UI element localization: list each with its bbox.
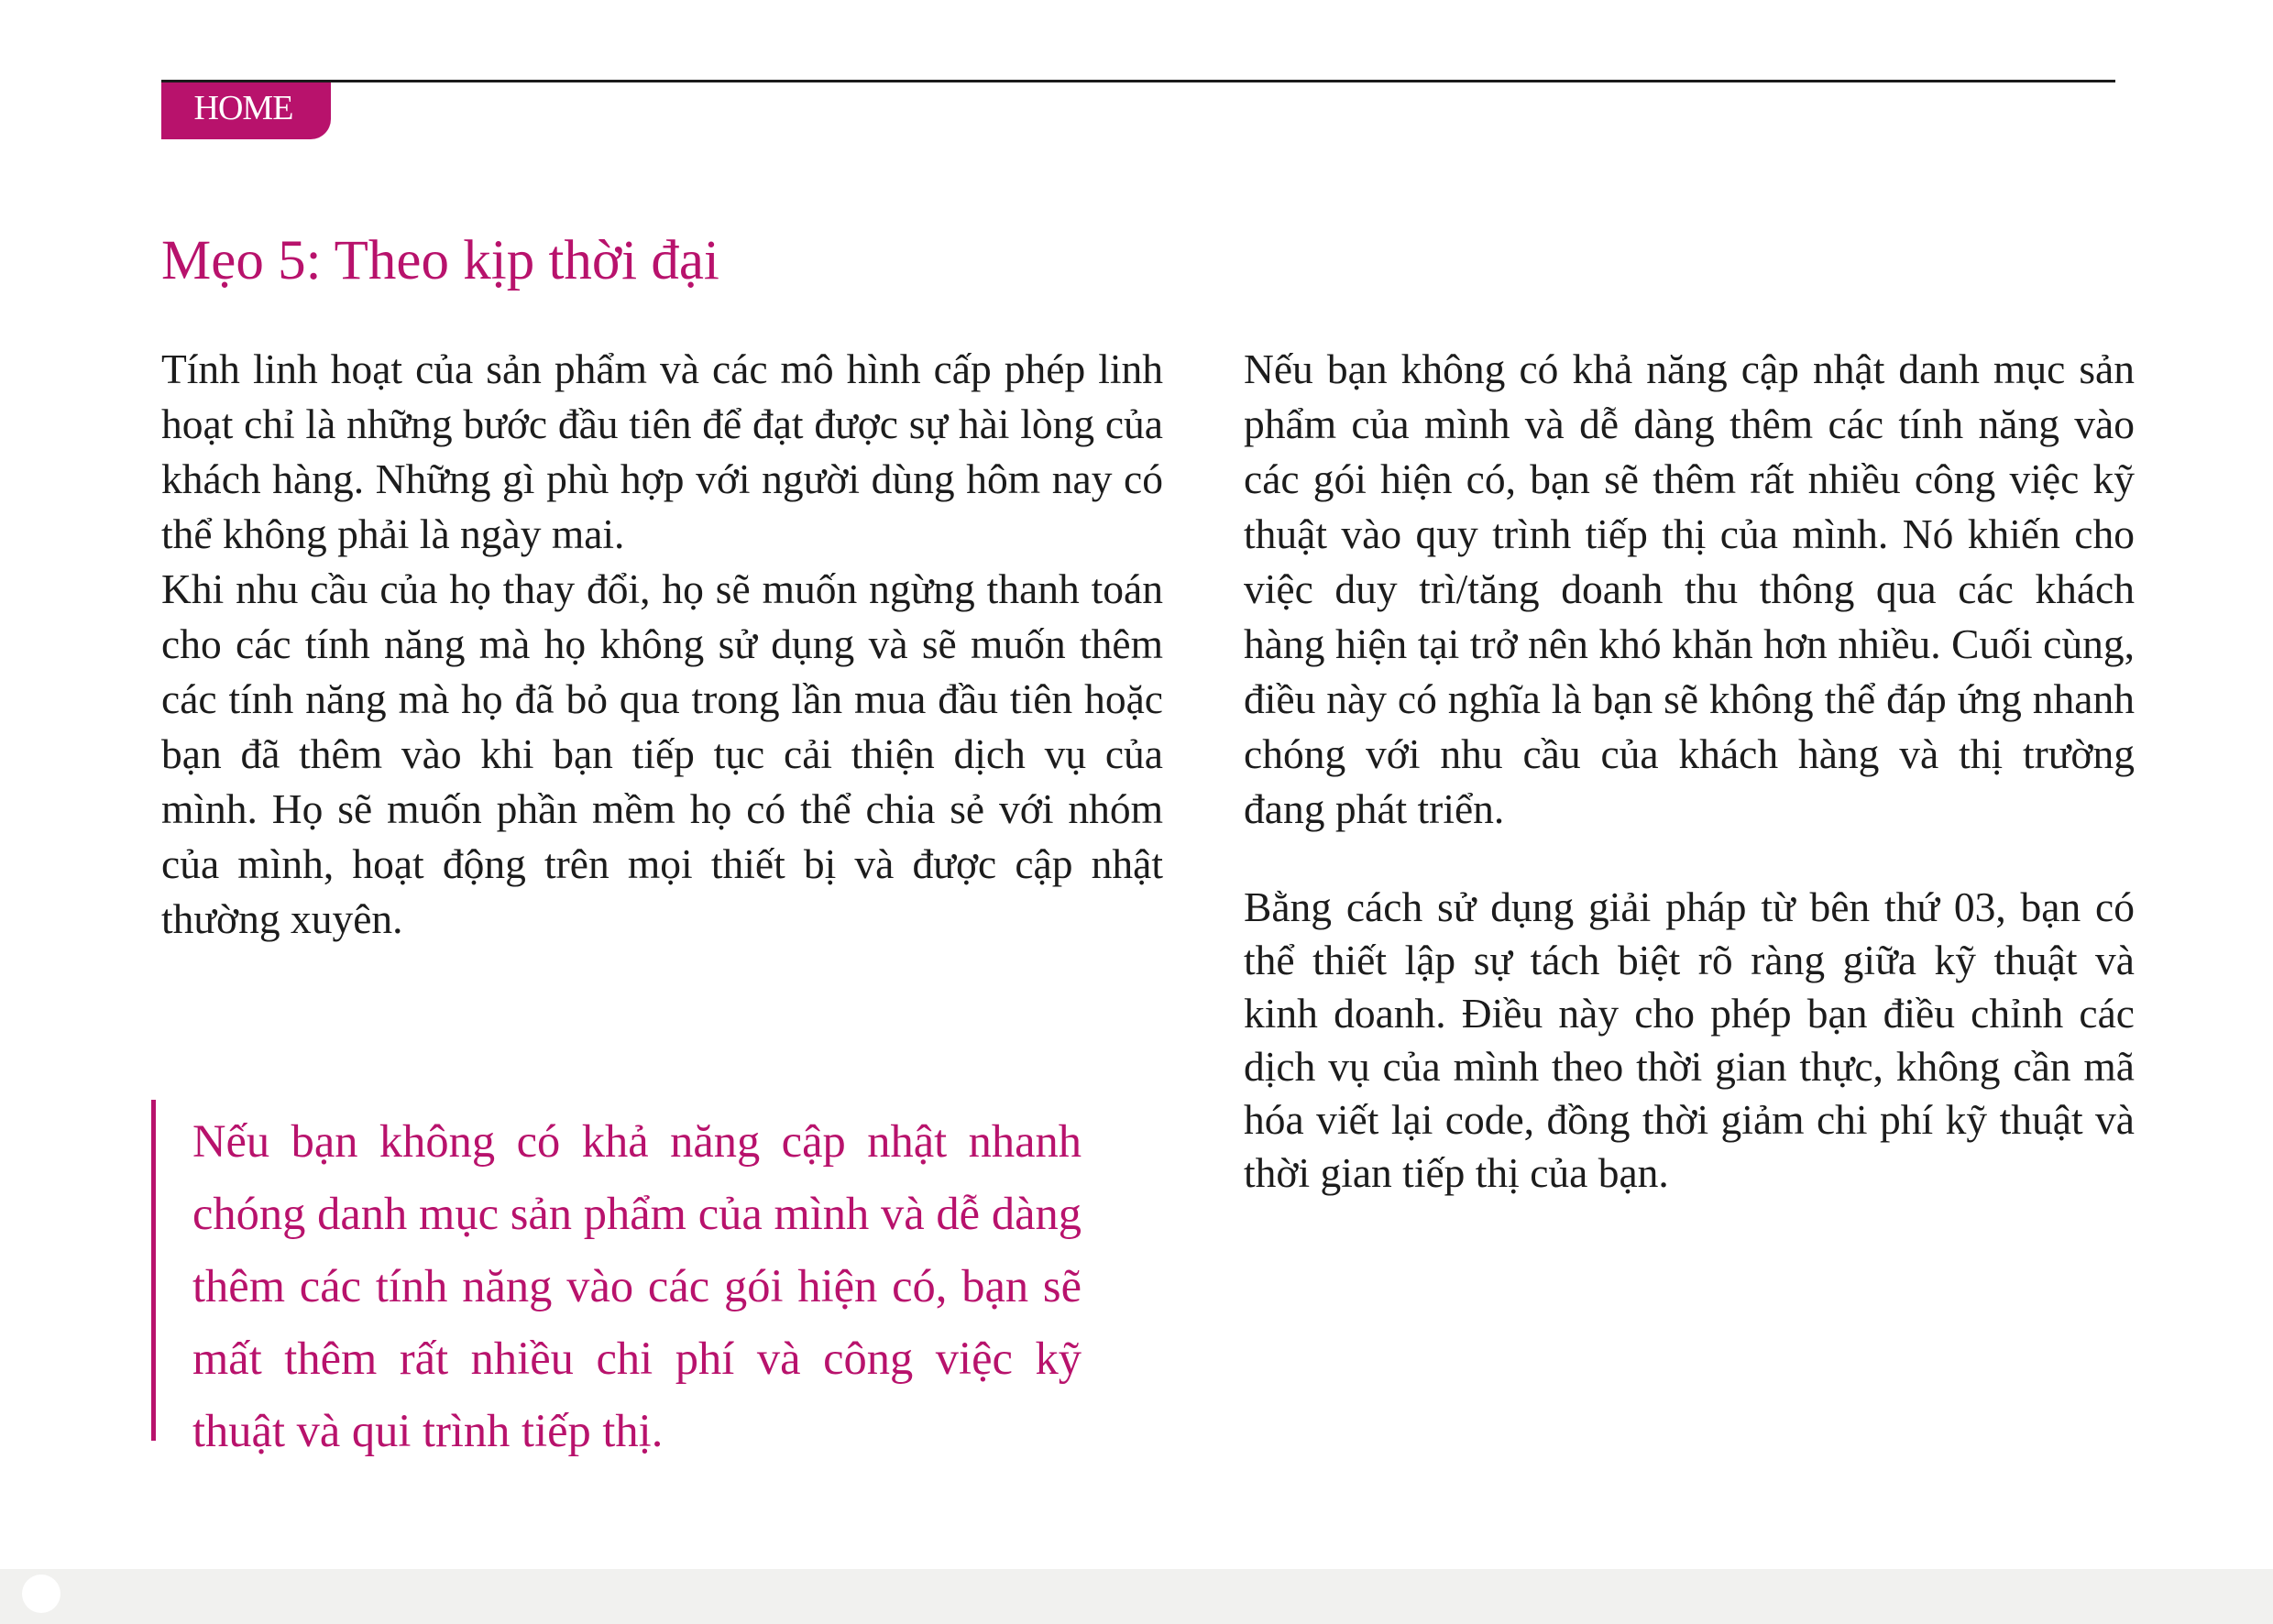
- right-paragraph-1: Nếu bạn không có khả năng cập nhật danh mục sản phẩm của mình và dễ dàng thêm các tính năng vào các gói hiện có, bạn sẽ thêm rất nhiều công việc kỹ thuật vào quy trình tiếp thị của mình. Nó khiến cho việc duy trì/tăng doanh thu thông qua các khách hàng hiện tại trở nên khó khăn hơn nhiều. Cuối cùng, điều này có nghĩa là bạn sẽ không thể đáp ứng nhanh chóng với nhu cầu của khách hàng và thị trường đang phát triển.: [1244, 346, 2135, 832]
- page-dot: [22, 1575, 60, 1613]
- page-title: Mẹo 5: Theo kịp thời đại: [161, 230, 719, 291]
- left-paragraph-2: Khi nhu cầu của họ thay đổi, họ sẽ muốn ngừng thanh toán cho các tính năng mà họ không sử dụng và sẽ muốn thêm các tính năng mà họ đã bỏ qua trong lần mua đầu tiên hoặc bạn đã thêm vào khi bạn tiếp tục cải thiện dịch vụ của mình. Họ sẽ muốn phần mềm họ có thể chia sẻ với nhóm của mình, hoạt động trên mọi thiết bị và được cập nhật thường xuyên.: [161, 565, 1163, 942]
- left-paragraph-1: Tính linh hoạt của sản phẩm và các mô hình cấp phép linh hoạt chỉ là những bước đầu tiên để đạt được sự hài lòng của khách hàng. Những gì phù hợp với người dùng hôm nay có thể không phải là ngày mai.: [161, 346, 1163, 557]
- right-paragraph-2: Bằng cách sử dụng giải pháp từ bên thứ 03, bạn có thể thiết lập sự tách biệt rõ ràng giữa kỹ thuật và kinh doanh. Điều này cho phép bạn điều chỉnh các dịch vụ của mình theo thời gian thực, không cần mã hóa viết lại code, đồng thời giảm chi phí kỹ thuật và thời gian tiếp thị của bạn.: [1244, 883, 2135, 1196]
- pull-quote: Nếu bạn không có khả năng cập nhật nhanh chóng danh mục sản phẩm của mình và dễ dàng thêm các tính năng vào các gói hiện có, bạn sẽ mất thêm rất nhiều chi phí và công việc kỹ thuật và qui trình tiếp thị.: [192, 1115, 1082, 1456]
- home-tab[interactable]: HOME: [161, 82, 331, 139]
- right-column: [1244, 342, 2135, 1200]
- footer-band: [0, 1569, 2273, 1624]
- left-column: [161, 342, 1163, 947]
- header-rule: [161, 80, 2115, 82]
- pull-quote-bar: [151, 1100, 156, 1441]
